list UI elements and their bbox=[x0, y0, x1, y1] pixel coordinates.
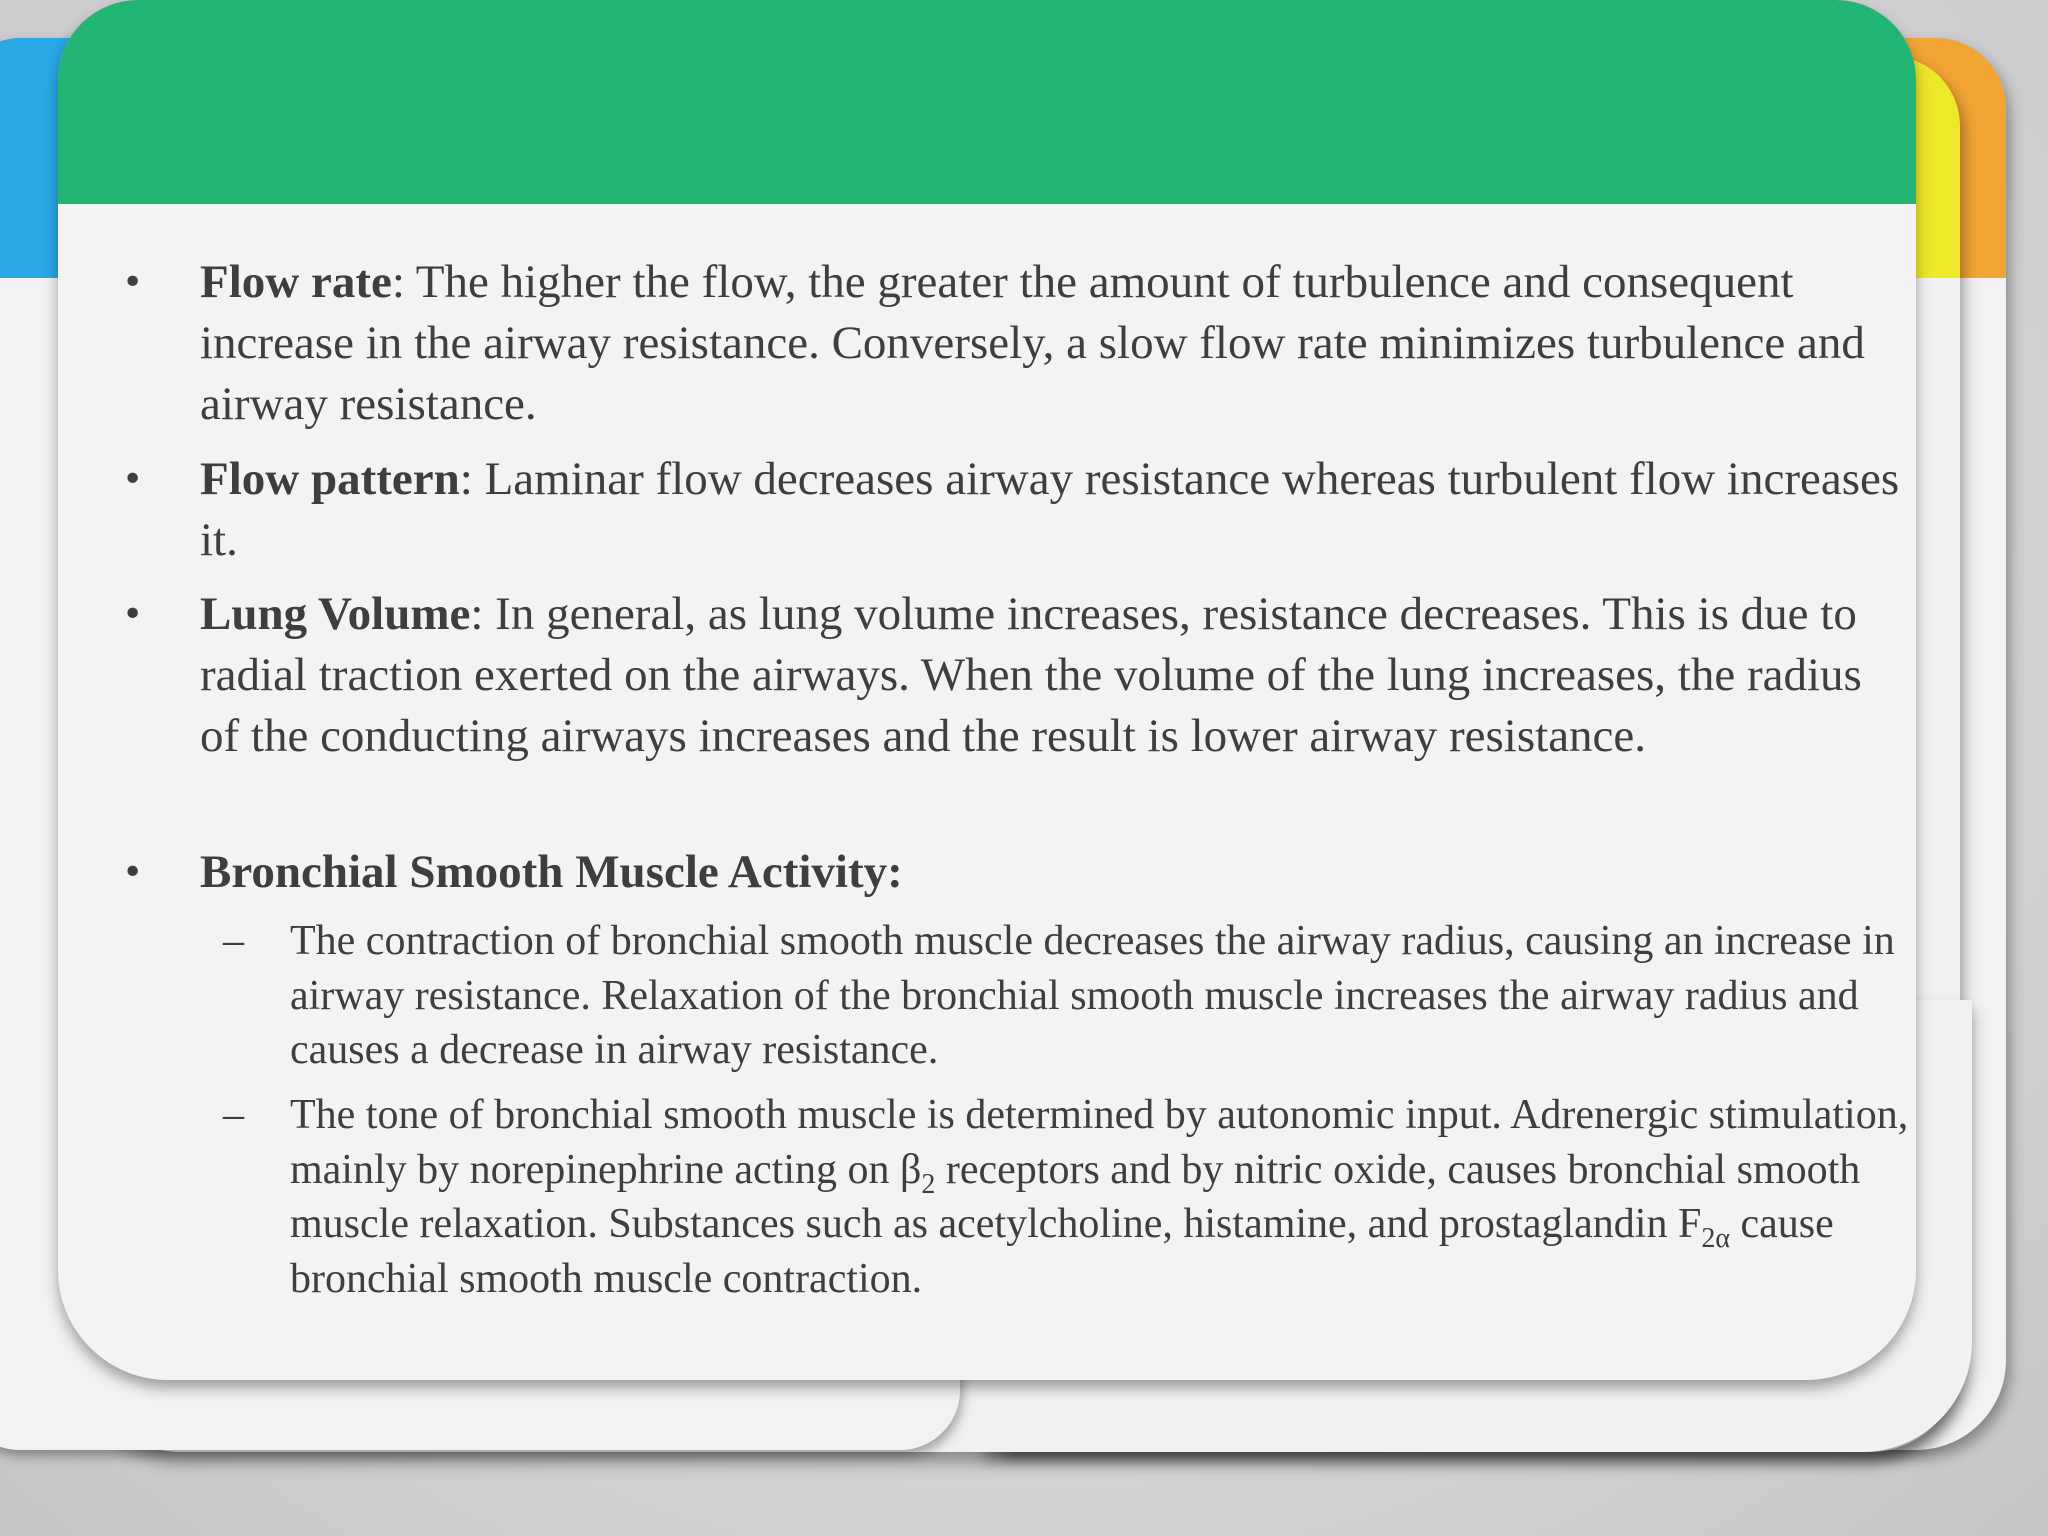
bullet-text: : The higher the flow, the greater the amount of turbulence and consequent increase in the airway resistance. Conversely, a slow flow rate minimizes turbulence and airway resistance. bbox=[200, 256, 1865, 430]
sub-marker: – bbox=[223, 1092, 244, 1138]
bullet-bronchial-smooth-muscle bbox=[122, 842, 1900, 903]
bullet-marker: • bbox=[122, 262, 144, 303]
subpoint-text: cause bronchial smooth muscle contraction. bbox=[290, 1201, 1834, 1302]
subpoint-contraction bbox=[223, 914, 1910, 1078]
subpoint-text: The tone of bronchial smooth muscle is determined by autonomic input. Adrenergic stimulation, mainly by norepinephrine acting on β bbox=[290, 1092, 1909, 1193]
bullet-lung-volume bbox=[122, 584, 1900, 767]
bullet-term: Bronchial Smooth Muscle Activity: bbox=[200, 846, 903, 898]
subpoint-text: receptors and by nitric oxide, causes bronchial smooth muscle relaxation. Substances such as acetylcholine, histamine, and prostaglandin F bbox=[290, 1146, 1861, 1247]
f2alpha-subscript: 2α bbox=[1701, 1223, 1730, 1254]
bullet-marker: • bbox=[122, 594, 144, 635]
subpoint-tone bbox=[223, 1088, 1910, 1306]
bullet-term: Lung Volume bbox=[200, 588, 471, 640]
bullet-term: Flow rate bbox=[200, 256, 392, 308]
bullet-text: : Laminar flow decreases airway resistance whereas turbulent flow increases it. bbox=[200, 453, 1900, 566]
bullet-flow-rate bbox=[122, 252, 1900, 435]
bullet-marker: • bbox=[122, 852, 144, 893]
bullet-term: Flow pattern bbox=[200, 453, 460, 505]
beta-subscript: 2 bbox=[921, 1168, 936, 1200]
bullet-flow-pattern bbox=[122, 449, 1900, 571]
sub-marker: – bbox=[223, 918, 244, 964]
subpoint-text: The contraction of bronchial smooth muscle decreases the airway radius, causing an increase in airway resistance. Relaxation of the bronchial smooth muscle increases the airway radius and causes a decrease in airway resistance. bbox=[290, 918, 1895, 1073]
bullet-marker: • bbox=[122, 459, 144, 500]
bullet-text: : In general, as lung volume increases, resistance decreases. This is due to radial traction exerted on the airways. When the volume of the lung increases, the radius of the conducting airways increases and the result is lower airway resistance. bbox=[200, 588, 1862, 762]
